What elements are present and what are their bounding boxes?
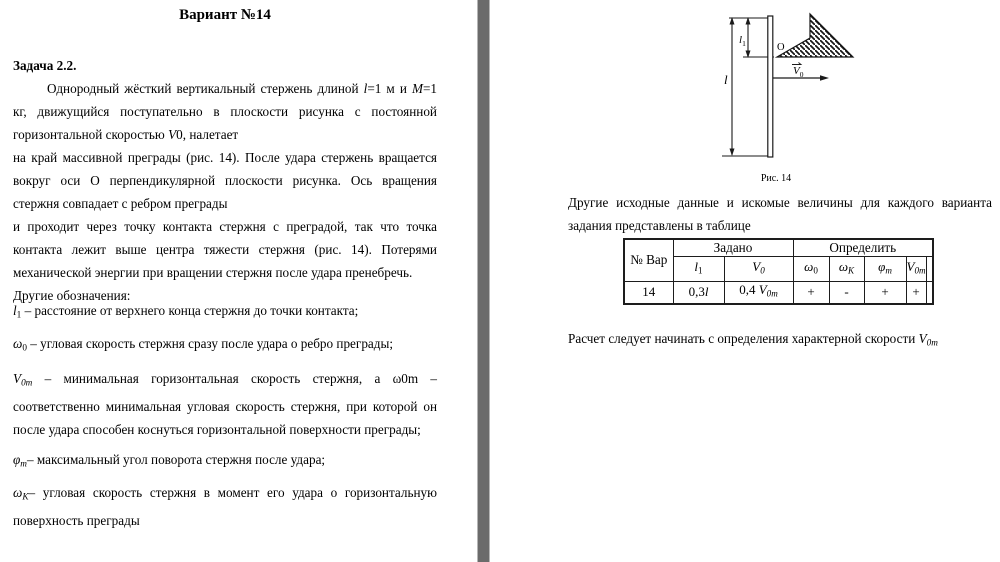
cell-spacer (926, 281, 933, 304)
calculation-note: Расчет следует начинать с определения характерной скорости V0m (568, 331, 938, 348)
header-omegak: ωK (829, 256, 864, 281)
paragraph-statement-3: и проходит через точку контакта стержня с преградой, так что точка контакта лежит выше центра тяжести стержня (рис. 14). Потерями механической энергии при вращении стержня после удара пренебречь. (13, 219, 437, 280)
definition-omegak: ωK– угловая скорость стержня в момент его удара о горизонтальную поверхность преграды (13, 485, 437, 528)
cell-l1-value: 0,3l (673, 281, 724, 304)
arrowhead-down-icon (730, 149, 735, 157)
definition-omega0: ω0 – угловая скорость стержня сразу после удара о ребро преграды; (13, 335, 394, 353)
variant-table (623, 238, 934, 305)
right-page (490, 0, 1000, 562)
label-o: O (777, 42, 785, 53)
definition-phim: φm– максимальный угол поворота стержня после удара; (13, 451, 326, 469)
left-page (0, 0, 477, 562)
paragraph-statement-1: Однородный жёсткий вертикальный стержень длиной l=1 м и M=1 кг, движущийся поступательно в плоскости рисунка с постоянной горизонтальной скоростью V0, налетает (13, 81, 437, 142)
header-l1: l1 (673, 256, 724, 281)
header-phim: φm (864, 256, 906, 281)
figure-14 (710, 5, 880, 187)
header-v0m: V0m (906, 256, 926, 281)
document-title: Вариант №14 (179, 7, 271, 23)
header-determine: Определить (793, 239, 933, 256)
table-intro-paragraph: Другие исходные данные и искомые величины для каждого варианта задания представлены в таблице (568, 195, 992, 233)
figure-caption: Рис. 14 (760, 173, 792, 184)
definition-v0m: V0m – минимальная горизонтальная скорость стержня, а ω0m – соответственно минимальная угловая скорость стержня, при которой он после удара способен коснуться горизонтальной поверхности преграды; (13, 371, 437, 437)
problem-heading: Задача 2.2. (13, 58, 77, 73)
definition-l1: l1 – расстояние от верхнего конца стержня до точки контакта; (13, 303, 359, 320)
header-spacer (926, 256, 933, 281)
label-l1: $l_1$ (739, 34, 746, 48)
label-l: l (724, 72, 728, 87)
rod-shape (768, 16, 773, 157)
label-v0: $V_0$ (793, 65, 804, 79)
header-given: Задано (673, 239, 793, 256)
header-omega0: ω0 (793, 256, 829, 281)
cell-var-number: 14 (624, 281, 673, 304)
cell-omega0-flag: + (793, 281, 829, 304)
cell-omegak-flag: - (829, 281, 864, 304)
paragraph-statement-2: на край массивной преграды (рис. 14). После удара стержень вращается вокруг оси О перпендикулярной плоскости рисунка. Ось вращения стержня совпадает с ребром преграды (13, 150, 437, 211)
arrowhead-right-icon (820, 75, 829, 81)
cell-v0-value: 0,4 V0m (724, 281, 793, 304)
left-text-column (13, 0, 437, 532)
obstacle-shape (777, 14, 853, 57)
header-v0: V0 (724, 256, 793, 281)
cell-phim-flag: + (864, 281, 906, 304)
cell-v0m-flag: + (906, 281, 926, 304)
page-divider (477, 0, 490, 562)
header-var: № Вар (624, 239, 673, 281)
paragraph-notation-heading: Другие обозначения: (13, 288, 131, 303)
